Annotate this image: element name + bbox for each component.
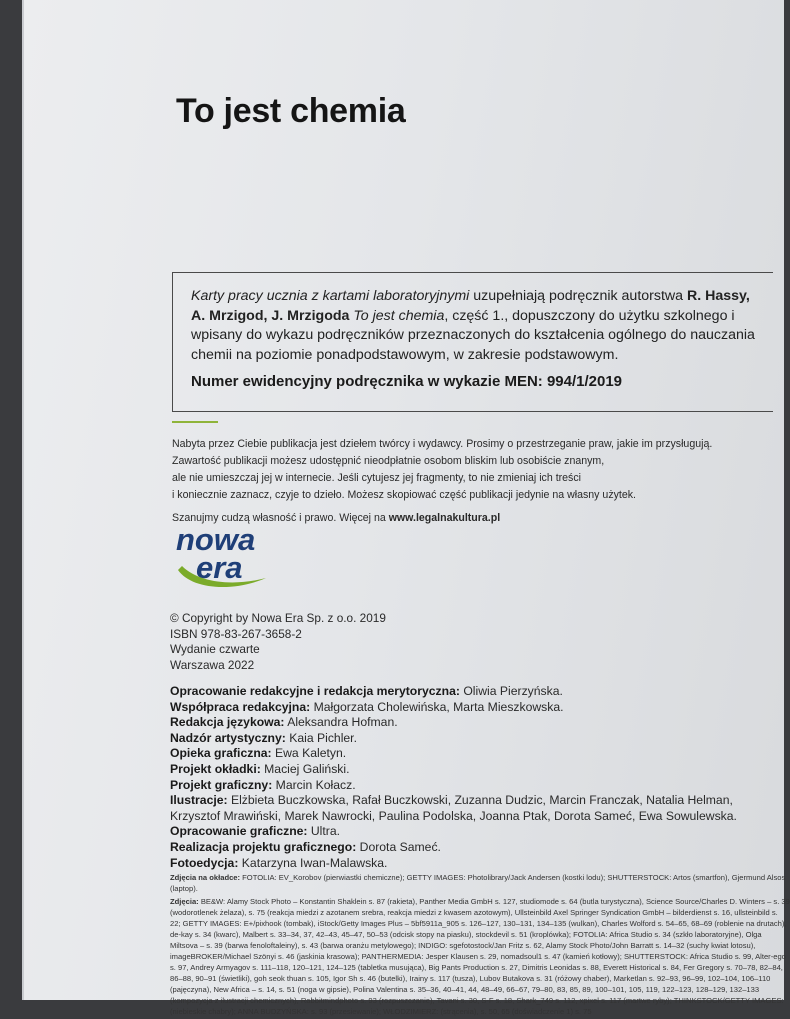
approval-statement: , część 1., dopuszczony do użytku szkolnego i wpisany do wykazu podręczników przeznaczonych do kształcenia ogólnego do nauczania chemii na poziomie ponadpodstawowym, w zakresie podstawowym. [191,307,755,363]
place-year-line: Warszawa 2022 [170,657,255,672]
cover-photo-credits [170,872,790,894]
credit-name: Kaia Pichler. [285,730,357,745]
rights-line: ale nie umieszczaj jej w internecie. Jeśli cytujesz jej fragmenty, to nie zmieniaj ich treści [172,472,582,484]
credit-name: Małgorzata Cholewińska, Marta Mieszkowska. [310,699,564,714]
authors-part-b: A. Mrzigod, J. Mrzigoda [191,307,350,324]
worksheet-title: Karty pracy ucznia z kartami laboratoryjnymi [191,288,470,304]
document-page [22,0,790,1016]
credit-row [170,762,770,778]
text-before-authors: uzupełniają podręcznik autorstwa [469,288,687,304]
credit-role: Nadzór artystyczny: [170,730,286,745]
credit-name: Ultra. [307,824,340,839]
credit-role: Opieka graficzna: [170,746,272,761]
photo-credits-label: Zdjęcia: [170,897,199,906]
copyright-line: © Copyright by Nowa Era Sp. z o.o. 2019 [170,611,386,625]
copyright-block [170,611,386,673]
rights-notice [172,436,752,527]
credit-role: Opracowanie redakcyjne i redakcja merytoryczna: [170,684,460,698]
credit-name: Ewa Kaletyn. [271,746,347,761]
respect-text: Szanujmy cudzą własność i prawo. Więcej na [172,512,389,524]
credit-role: Realizacja projektu graficznego: [170,839,357,854]
credit-name: Dorota Sameć. [356,839,441,854]
page-title: To jest chemia [176,92,406,130]
credit-row [170,824,770,840]
credit-name: Maciej Galiński. [260,761,350,776]
rights-line: Nabyta przez Ciebie publikacja jest dziełem twórcy i wydawcy. Prosimy o przestrzeganie praw, jakie im przysługują. [172,438,713,450]
credit-row [170,778,770,794]
cover-photo-text: FOTOLIA: EV_Korobov (pierwiastki chemiczne); GETTY IMAGES: Photolibrary/Jack Andersen (kostki lodu); SHUTTERSTOCK: Artos (smartfon), Gjermund Alsos (laptop). [170,873,786,893]
credit-role: Ilustracje: [170,793,228,808]
credit-row [170,684,770,700]
registration-number: Numer ewidencyjny podręcznika w wykazie MEN: 994/1/2019 [191,373,623,390]
credit-name: Aleksandra Hofman. [284,715,398,730]
rights-line: Zawartość publikacji możesz udostępnić nieodpłatnie osobom bliskim lub osobiście znanym, [172,455,605,467]
credit-role: Współpraca redakcyjna: [170,699,311,714]
accent-divider [172,421,218,423]
credits-block [170,684,770,871]
credit-name: Marcin Kołacz. [272,777,356,792]
credit-row [170,746,770,762]
logo-word-top: nowa [176,522,256,557]
nowa-era-logo [174,520,274,592]
approval-text [191,287,761,365]
credit-row [170,793,770,824]
rights-line: i koniecznie zaznacz, czyje to dzieło. Możesz skopiować część publikacji jedynie na własny użytek. [172,489,636,501]
credit-row [170,700,770,716]
credit-role: Projekt graficzny: [170,777,273,792]
legal-culture-link[interactable]: www.legalnakultura.pl [388,512,501,524]
credit-row [170,856,770,872]
photo-credits-text: BE&W: Alamy Stock Photo – Konstantin Shaklein s. 87 (rakieta), Panther Media GmbH s. 127, studiomode s. 64 (butla turystyczna), Science Source/Charles D. Winters – s. 39 (wodorotlenek żelaza), s. 75 (reakcja miedzi z azotanem srebra, reakcja miedzi z kwasem azotowym), Ullsteinbild Axel Springer Syndication GmbH – bilderdienst s. 16, ullsteinbild s. 22; GETTY IMAGES: E+/pixhook (tombak), iStock/Getty Images Plus – 5bf5911a_905 s. 126–127, 130–131, 134–135 (wulkan), Charles Wolford s. 54–65, 68–69 (roblenie na drutach), de-kay s. 34 (kwarc), Malbert s. 33–34, 37, 42–43, 45–47, 50–53 (odcisk stopy na piasku), stockdevil s. 51 (kroplówka); FOTOLIA: Africa Studio s. 34 (szkło laboratoryjne), Olga Miltsova – s. 39 (barwa fenoloftaleiny), s. 43 (barwa oranżu metylowego); INDIGO: sgefotostock/Jan Fritz s. 62, Alamy Stock Photo/John Barratt s. 14–32 (suchy kwiat lotosu), imageBROKER/Michael Szönyi s. 46 (jaskinia krasowa); PANTHERMEDIA: Jesper Klausen s. 29, nomadsoul1 s. 47 (kamień kotłowy); SHUTTERSTOCK: Africa Studio s. 99, Alter-ego s. 97, Andrey Armyagov s. 111–118, 120–121, 124–125 (tabletka musująca), Big Pants Production s. 27, Dimitris Leonidas s. 88, Everett Historical s. 84, Fer Gregory s. 70–78, 82–84, 86–88, 90–91 (świetliki), goh seok thuan s. 105, Igor Sh s. 46 (butelki), Irainy s. 117 (tusza), Lubov Butakova s. 31 (różowy chaber), Marketlan s. 92–93, 96–99, 102–104, 106–110 (pajęczyna), New Africa – s. 14, s. 51 (noga w gipsie), Polina Valentina s. 35–36, 40–41, 44, 48–49, 66–67, 79–80, 83, 85, 89, 100–101, 105, 119, 122–123, 128–129, 132–133 (kompozycja z ilustracji chemicznych), Rabbitmindphoto s. 93 (rozpuszczanie), Tavani s. 30, S-F s. 18, Shark_749 s. 112, xpixel s. 117 (martwe ryby); THINKSTOCK/GETTY IMAGES: (niebieskie chabry); ANNA BUDZYŃSKA: s. 93 (przesiewanie); WŁODZIMIERZ: (strącenia), s. 50, 65 (doświadczenie 1) s. 75 [170,897,790,1016]
credit-name: Elżbieta Buczkowska, Rafał Buczkowski, Zuzanna Dudzic, Marcin Franczak, Natalia Helman, Krzysztof Mrawiński, Marek Nawrocki, Paulina Podolska, Joanna Ptak, Dorota Sameć, Ewa Sowulewska. [170,793,737,823]
credit-row [170,840,770,856]
logo-word-bottom: era [196,550,243,585]
credit-role: Opracowanie graficzne: [170,824,308,839]
credit-role: Redakcja językowa: [170,715,285,730]
book-title: To jest chemia [353,307,445,324]
photo-credits-list [170,896,790,1017]
credit-name: Katarzyna Iwan-Malawska. [238,855,388,870]
credit-role: Fotoedycja: [170,855,239,870]
approval-frame [172,272,773,412]
cover-photo-label: Zdjęcia na okładce: [170,873,241,882]
credit-name: Oliwia Pierzyńska. [459,684,563,698]
credit-row [170,715,770,731]
credit-role: Projekt okładki: [170,761,261,776]
edition-line: Wydanie czwarte [170,642,260,656]
authors-part-a: R. Hassy, [687,288,750,304]
credit-row [170,731,770,747]
photo-credits [170,872,790,1019]
isbn-line: ISBN 978-83-267-3658-2 [170,626,302,641]
